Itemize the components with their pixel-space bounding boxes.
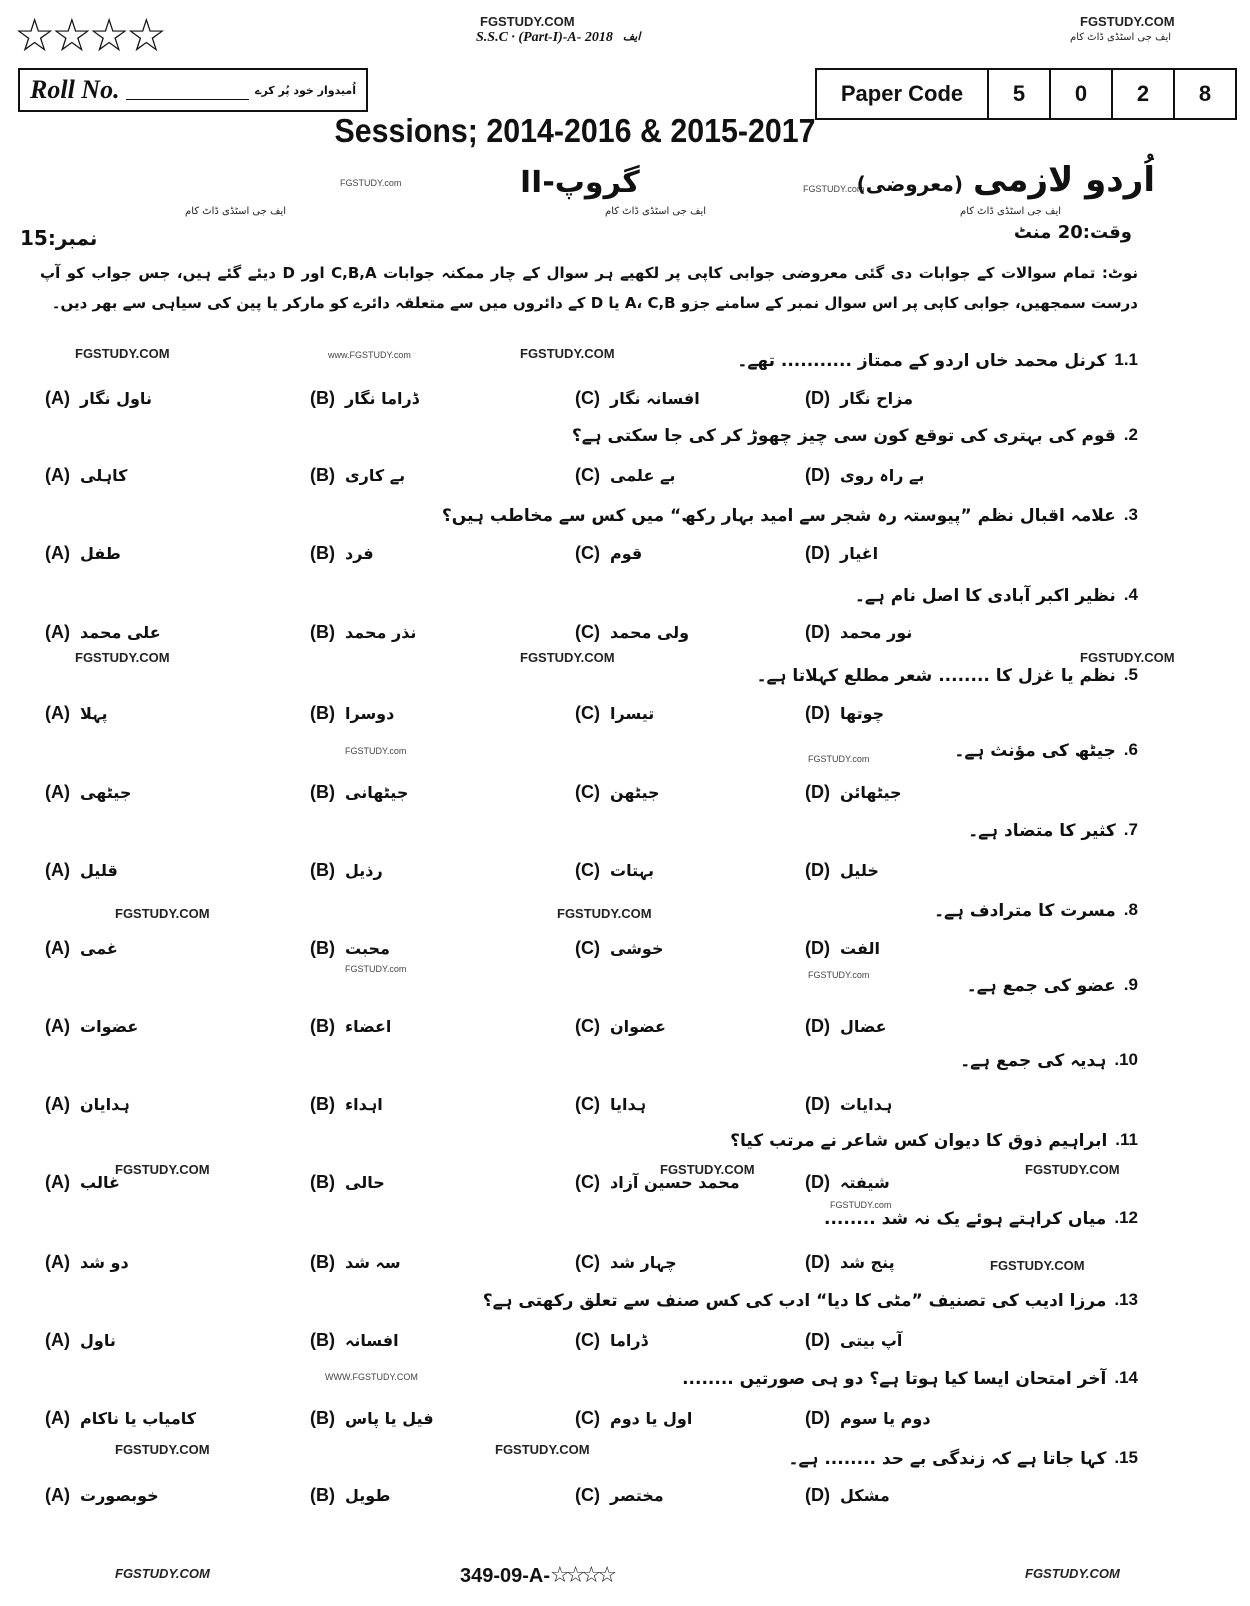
option-answer: عضوان <box>610 1017 666 1036</box>
watermark-footer-right: FGSTUDY.COM <box>1025 1566 1120 1581</box>
question-statement: نظم یا غزل کا ........ شعر مطلع کہلاتا ہے۔ <box>756 666 1116 686</box>
question-statement: کثیر کا متضاد ہے۔ <box>968 821 1116 841</box>
watermark: FGSTUDY.COM <box>660 1162 755 1177</box>
option-answer: پنج شد <box>840 1253 895 1272</box>
subject-title <box>857 160 1155 200</box>
watermark: FGSTUDY.COM <box>495 1442 590 1457</box>
option-c[interactable] <box>575 1252 677 1273</box>
option-answer: سہ شد <box>345 1253 401 1272</box>
watermark: FGSTUDY.COM <box>1080 650 1175 665</box>
watermark: FGSTUDY.com <box>808 754 870 764</box>
question-text <box>442 505 1138 526</box>
question-text <box>483 1290 1138 1311</box>
footer-code <box>460 1563 613 1588</box>
option-letter: (A) <box>45 543 70 563</box>
option-a[interactable] <box>45 1094 130 1115</box>
option-d[interactable] <box>805 1485 890 1506</box>
option-answer: ہدایا <box>610 1095 647 1114</box>
option-letter: (D) <box>805 1485 830 1505</box>
option-d[interactable] <box>805 703 884 724</box>
option-letter: (A) <box>45 860 70 880</box>
option-d[interactable] <box>805 465 924 486</box>
option-letter: (D) <box>805 860 830 880</box>
option-answer: افسانہ نگار <box>610 389 700 408</box>
option-answer: علی محمد <box>80 623 161 642</box>
option-answer: عضوات <box>80 1017 139 1036</box>
option-answer: دوسرا <box>345 704 395 723</box>
option-answer: مشکل <box>840 1486 890 1505</box>
option-letter: (B) <box>310 1094 335 1114</box>
option-answer: اول یا دوم <box>610 1409 693 1428</box>
watermark: FGSTUDY.COM <box>1025 1162 1120 1177</box>
option-a[interactable] <box>45 1252 129 1273</box>
option-letter: (C) <box>575 703 600 723</box>
option-letter: (B) <box>310 1172 335 1192</box>
option-answer: شیفتہ <box>840 1173 890 1192</box>
watermark: www.FGSTUDY.com <box>328 350 411 360</box>
sessions-title: Sessions; 2014-2016 & 2015-2017 <box>334 112 816 149</box>
option-letter: (D) <box>805 388 830 408</box>
roll-number-field[interactable] <box>126 81 249 100</box>
option-c[interactable] <box>575 1408 692 1429</box>
option-answer: مختصر <box>610 1486 664 1505</box>
watermark: FGSTUDY.COM <box>520 346 615 361</box>
option-answer: طفل <box>80 544 121 563</box>
option-b[interactable] <box>310 860 383 881</box>
option-a[interactable] <box>45 1408 196 1429</box>
option-answer: اغیار <box>840 544 879 563</box>
group-label: گروپ-II <box>520 165 640 200</box>
option-letter: (B) <box>310 465 335 485</box>
option-a[interactable] <box>45 703 108 724</box>
option-answer: نذر محمد <box>345 623 417 642</box>
option-letter: (D) <box>805 1330 830 1350</box>
option-letter: (D) <box>805 938 830 958</box>
option-letter: (D) <box>805 1252 830 1272</box>
watermark: WWW.FGSTUDY.COM <box>325 1372 418 1382</box>
question-statement: مرزا ادیب کی تصنیف ”مٹی کا دیا“ ادب کی کس صنف سے تعلق رکھتی ہے؟ <box>482 1291 1107 1311</box>
watermark-small: FGSTUDY.com <box>340 178 402 188</box>
paper-code-digit: 8 <box>1173 70 1235 118</box>
option-b[interactable] <box>310 543 374 564</box>
option-letter: (C) <box>575 388 600 408</box>
option-letter: (B) <box>310 1408 335 1428</box>
option-letter: (C) <box>575 1330 600 1350</box>
option-letter: (D) <box>805 782 830 802</box>
option-letter: (D) <box>805 1094 830 1114</box>
option-letter: (C) <box>575 1408 600 1428</box>
option-letter: (A) <box>45 782 70 802</box>
option-letter: (C) <box>575 622 600 642</box>
option-answer: قوم <box>610 544 643 563</box>
option-answer: اعضاء <box>345 1017 392 1036</box>
option-a[interactable] <box>45 388 152 409</box>
option-d[interactable] <box>805 1330 902 1351</box>
option-d[interactable] <box>805 1408 931 1429</box>
question-text <box>934 900 1138 921</box>
option-letter: (B) <box>310 782 335 802</box>
option-answer: فرد <box>345 544 374 563</box>
option-answer: حالی <box>345 1173 385 1192</box>
option-a[interactable] <box>45 1016 138 1037</box>
option-answer: ڈراما نگار <box>345 389 419 408</box>
option-answer: نور محمد <box>840 623 913 642</box>
option-letter: (A) <box>45 622 70 642</box>
option-letter: (A) <box>45 1408 70 1428</box>
question-statement: آخر امتحان ایسا کیا ہوتا ہے؟ دو ہی صورتیں ........ <box>682 1369 1107 1389</box>
option-letter: (C) <box>575 1252 600 1272</box>
option-c[interactable] <box>575 1094 646 1115</box>
option-answer: ناول نگار <box>80 389 152 408</box>
question-number: 7. <box>1123 820 1138 839</box>
option-letter: (C) <box>575 465 600 485</box>
option-letter: (A) <box>45 1485 70 1505</box>
question-statement: علامہ اقبال نظم ”پیوستہ رہ شجر سے امید بہار رکھ“ میں کس سے مخاطب ہیں؟ <box>441 506 1116 526</box>
option-answer: ناول <box>80 1331 116 1350</box>
footer-stars: ☆☆☆☆ <box>550 1563 613 1588</box>
question-number: 2. <box>1123 425 1138 444</box>
option-letter: (A) <box>45 938 70 958</box>
option-b[interactable] <box>310 1016 391 1037</box>
instructions-note: نوٹ: تمام سوالات کے جوابات دی گئی معروضی جوابی کاپی پر لکھیے ہر سوال کے چار ممکنہ جوابات C,B,A اور D دیئے گئے ہیں، جس جواب کو آپ درست سمجھیں، جوابی کاپی پر اس سوال نمبر کے سامنے جزو A، C,B یا D کے دائروں میں سے متعلقہ دائرے کو مارکر یا پین کی سیاہی سے بھر دیں۔ <box>40 264 1139 312</box>
option-letter: (C) <box>575 1016 600 1036</box>
option-letter: (B) <box>310 1485 335 1505</box>
option-b[interactable] <box>310 465 405 486</box>
option-answer: غالب <box>80 1173 120 1192</box>
option-answer: خوشی <box>610 939 664 958</box>
paper-code-digit: 5 <box>987 70 1049 118</box>
option-d[interactable] <box>805 388 913 409</box>
option-c[interactable] <box>575 1172 740 1193</box>
option-answer: ہدایان <box>80 1095 130 1114</box>
option-letter: (B) <box>310 388 335 408</box>
time-allowed: وقت:20 منٹ <box>1013 222 1132 243</box>
watermark-urdu: ایف جی اسٹڈی ڈاٹ کام <box>185 206 287 217</box>
option-answer: تیسرا <box>610 704 655 723</box>
exam-line-urdu: ایف <box>622 30 641 43</box>
question-text <box>855 585 1138 606</box>
watermark-urdu: ایف جی اسٹڈی ڈاٹ کام <box>960 206 1062 217</box>
question-number: 14. <box>1114 1368 1138 1387</box>
header-stars: ☆☆☆☆ <box>14 8 163 62</box>
option-answer: پہلا <box>80 704 108 723</box>
option-c[interactable] <box>575 782 660 803</box>
question-text <box>682 1368 1138 1389</box>
option-answer: قلیل <box>80 861 118 880</box>
question-statement: ہدیہ کی جمع ہے۔ <box>960 1051 1107 1071</box>
option-letter: (D) <box>805 1408 830 1428</box>
question-statement: مسرت کا مترادف ہے۔ <box>934 901 1116 921</box>
option-c[interactable] <box>575 543 642 564</box>
option-letter: (A) <box>45 1330 70 1350</box>
question-statement: کہا جاتا ہے کہ زندگی بے حد ........ ہے۔ <box>788 1449 1107 1469</box>
option-answer: بہتات <box>610 861 654 880</box>
watermark: FGSTUDY.COM <box>990 1258 1085 1273</box>
option-answer: دو شد <box>80 1253 129 1272</box>
option-answer: الفت <box>840 939 880 958</box>
option-d[interactable] <box>805 1252 895 1273</box>
option-answer: کامیاب یا ناکام <box>80 1409 197 1428</box>
option-c[interactable] <box>575 1016 666 1037</box>
question-text <box>968 820 1138 841</box>
option-d[interactable] <box>805 543 878 564</box>
option-answer: عضال <box>840 1017 887 1036</box>
option-letter: (B) <box>310 543 335 563</box>
option-answer: جیٹھی <box>80 783 132 802</box>
option-letter: (D) <box>805 543 830 563</box>
question-statement: قوم کی بہتری کی توقع کون سی چیز چھوڑ کر کی جا سکتی ہے؟ <box>571 426 1116 446</box>
question-number: 5. <box>1123 665 1138 684</box>
option-c[interactable] <box>575 388 700 409</box>
option-c[interactable] <box>575 1485 664 1506</box>
option-c[interactable] <box>575 1330 648 1351</box>
question-statement: کرنل محمد خاں اردو کے ممتاز ........... تھے۔ <box>737 351 1107 371</box>
option-letter: (C) <box>575 1172 600 1192</box>
option-letter: (A) <box>45 1172 70 1192</box>
watermark: FGSTUDY.COM <box>115 906 210 921</box>
question-number: 4. <box>1123 585 1138 604</box>
option-answer: خلیل <box>840 861 879 880</box>
question-number: 9. <box>1123 975 1138 994</box>
watermark-footer-left: FGSTUDY.COM <box>115 1566 210 1581</box>
option-a[interactable] <box>45 1330 116 1351</box>
option-d[interactable] <box>805 860 879 881</box>
option-answer: جیٹھانی <box>345 783 409 802</box>
question-number: 3. <box>1123 505 1138 524</box>
option-b[interactable] <box>310 1094 383 1115</box>
option-letter: (D) <box>805 703 830 723</box>
question-number: 13. <box>1114 1290 1138 1309</box>
option-answer: فیل یا پاس <box>345 1409 434 1428</box>
question-number: 11. <box>1115 1130 1138 1149</box>
question-text <box>757 665 1138 686</box>
question-text <box>960 1050 1138 1071</box>
question-statement: عضو کی جمع ہے۔ <box>966 976 1116 996</box>
watermark: FGSTUDY.com <box>345 964 407 974</box>
watermark-top-right-urdu: ایف جی اسٹڈی ڈاٹ کام <box>1070 32 1172 43</box>
option-answer: طویل <box>345 1486 391 1505</box>
option-d[interactable] <box>805 1172 890 1193</box>
option-letter: (D) <box>805 1172 830 1192</box>
option-c[interactable] <box>575 938 663 959</box>
option-b[interactable] <box>310 1408 434 1429</box>
question-number: 1.1 <box>1114 350 1138 369</box>
option-d[interactable] <box>805 1016 887 1037</box>
roll-number-hint: اُمیدوار خود پُر کرے <box>255 83 356 97</box>
option-answer: جیٹھائن <box>840 783 902 802</box>
question-text <box>824 1208 1138 1229</box>
option-a[interactable] <box>45 1172 120 1193</box>
question-text <box>954 740 1138 761</box>
option-answer: ڈراما <box>610 1331 648 1350</box>
option-answer: محمد حسین آزاد <box>610 1173 740 1192</box>
option-letter: (C) <box>575 543 600 563</box>
option-letter: (A) <box>45 703 70 723</box>
option-letter: (A) <box>45 465 70 485</box>
option-letter: (B) <box>310 622 335 642</box>
total-marks: نمبر:15 <box>20 226 98 250</box>
watermark-urdu: ایف جی اسٹڈی ڈاٹ کام <box>605 206 707 217</box>
option-a[interactable] <box>45 465 127 486</box>
watermark: FGSTUDY.COM <box>75 346 170 361</box>
option-d[interactable] <box>805 1094 892 1115</box>
question-number: 12. <box>1114 1208 1138 1227</box>
option-answer: بے راہ روی <box>840 466 925 485</box>
option-answer: ولی محمد <box>610 623 690 642</box>
option-answer: دوم یا سوم <box>840 1409 931 1428</box>
option-answer: چہار شد <box>610 1253 677 1272</box>
option-letter: (D) <box>805 465 830 485</box>
option-c[interactable] <box>575 703 654 724</box>
option-answer: ہدایات <box>840 1095 893 1114</box>
footer-code-text: 349-09-A- <box>460 1565 551 1587</box>
option-c[interactable] <box>575 860 654 881</box>
option-a[interactable] <box>45 1485 159 1506</box>
roll-number-box <box>18 68 368 112</box>
option-a[interactable] <box>45 938 118 959</box>
option-letter: (B) <box>310 1330 335 1350</box>
watermark: FGSTUDY.com <box>808 970 870 980</box>
paper-code-label: Paper Code <box>840 81 964 106</box>
option-answer: غمی <box>80 939 118 958</box>
option-letter: (A) <box>45 388 70 408</box>
option-letter: (C) <box>575 860 600 880</box>
option-answer: محبت <box>345 939 390 958</box>
option-answer: خوبصورت <box>80 1486 159 1505</box>
option-a[interactable] <box>45 860 118 881</box>
exam-line <box>476 30 640 46</box>
question-text <box>737 350 1138 371</box>
option-a[interactable] <box>45 543 121 564</box>
watermark: FGSTUDY.COM <box>115 1442 210 1457</box>
option-c[interactable] <box>575 465 675 486</box>
question-number: 10. <box>1114 1050 1138 1069</box>
option-a[interactable] <box>45 622 161 643</box>
option-answer: افسانہ <box>345 1331 399 1350</box>
question-text <box>572 425 1138 446</box>
option-letter: (C) <box>575 782 600 802</box>
option-b[interactable] <box>310 1172 385 1193</box>
option-answer: چوتھا <box>840 704 885 723</box>
option-letter: (B) <box>310 1252 335 1272</box>
option-answer: کاہلی <box>80 466 128 485</box>
question-statement: ابراہیم ذوق کا دیوان کس شاعر نے مرتب کیا؟ <box>730 1131 1108 1151</box>
roll-number-label: Roll No. <box>30 75 120 104</box>
watermark-top-right: FGSTUDY.COM <box>1080 14 1175 29</box>
question-text <box>730 1130 1138 1151</box>
subject-type: (معروضی) <box>856 172 963 196</box>
option-d[interactable] <box>805 622 912 643</box>
option-b[interactable] <box>310 622 416 643</box>
option-answer: رذیل <box>345 861 383 880</box>
watermark-top-center: FGSTUDY.COM <box>480 14 575 29</box>
question-text <box>967 975 1138 996</box>
watermark-small: FGSTUDY.com <box>803 184 865 194</box>
question-statement: جیٹھ کی مؤنث ہے۔ <box>954 741 1116 761</box>
option-letter: (A) <box>45 1016 70 1036</box>
question-number: 6. <box>1123 740 1138 759</box>
option-b[interactable] <box>310 1252 401 1273</box>
option-answer: اہداء <box>345 1095 383 1114</box>
watermark: FGSTUDY.COM <box>115 1162 210 1177</box>
option-answer: بے کاری <box>345 466 406 485</box>
question-number: 8. <box>1123 900 1138 919</box>
question-text <box>789 1448 1138 1469</box>
option-answer: مزاح نگار <box>840 389 913 408</box>
option-letter: (C) <box>575 1094 600 1114</box>
question-statement: میاں کراہتے ہوئے یک نہ شد ........ <box>824 1209 1107 1229</box>
option-b[interactable] <box>310 938 390 959</box>
watermark: FGSTUDY.com <box>345 746 407 756</box>
option-letter: (D) <box>805 1016 830 1036</box>
option-letter: (A) <box>45 1094 70 1114</box>
paper-code-digit: 2 <box>1111 70 1173 118</box>
watermark: FGSTUDY.COM <box>75 650 170 665</box>
watermark: FGSTUDY.COM <box>520 650 615 665</box>
option-b[interactable] <box>310 1485 390 1506</box>
option-c[interactable] <box>575 622 689 643</box>
option-letter: (B) <box>310 1016 335 1036</box>
watermark: FGSTUDY.com <box>830 1200 892 1210</box>
exam-line-text: S.S.C · (Part-I)-A- 2018 <box>476 30 613 45</box>
subject-name: اُردو لازمی <box>973 160 1155 200</box>
option-d[interactable] <box>805 938 880 959</box>
option-answer: آپ بیتی <box>840 1331 903 1350</box>
option-letter: (D) <box>805 622 830 642</box>
watermark: FGSTUDY.COM <box>557 906 652 921</box>
option-b[interactable] <box>310 703 394 724</box>
option-b[interactable] <box>310 388 419 409</box>
option-letter: (B) <box>310 860 335 880</box>
paper-code-digit: 0 <box>1049 70 1111 118</box>
option-letter: (C) <box>575 1485 600 1505</box>
option-b[interactable] <box>310 1330 399 1351</box>
option-letter: (C) <box>575 938 600 958</box>
option-letter: (B) <box>310 938 335 958</box>
option-a[interactable] <box>45 782 131 803</box>
option-answer: بے علمی <box>610 466 676 485</box>
option-letter: (A) <box>45 1252 70 1272</box>
option-letter: (B) <box>310 703 335 723</box>
option-d[interactable] <box>805 782 902 803</box>
question-number: 15. <box>1114 1448 1138 1467</box>
option-answer: جیٹھن <box>610 783 660 802</box>
question-statement: نظیر اکبر آبادی کا اصل نام ہے۔ <box>854 586 1116 606</box>
option-b[interactable] <box>310 782 408 803</box>
